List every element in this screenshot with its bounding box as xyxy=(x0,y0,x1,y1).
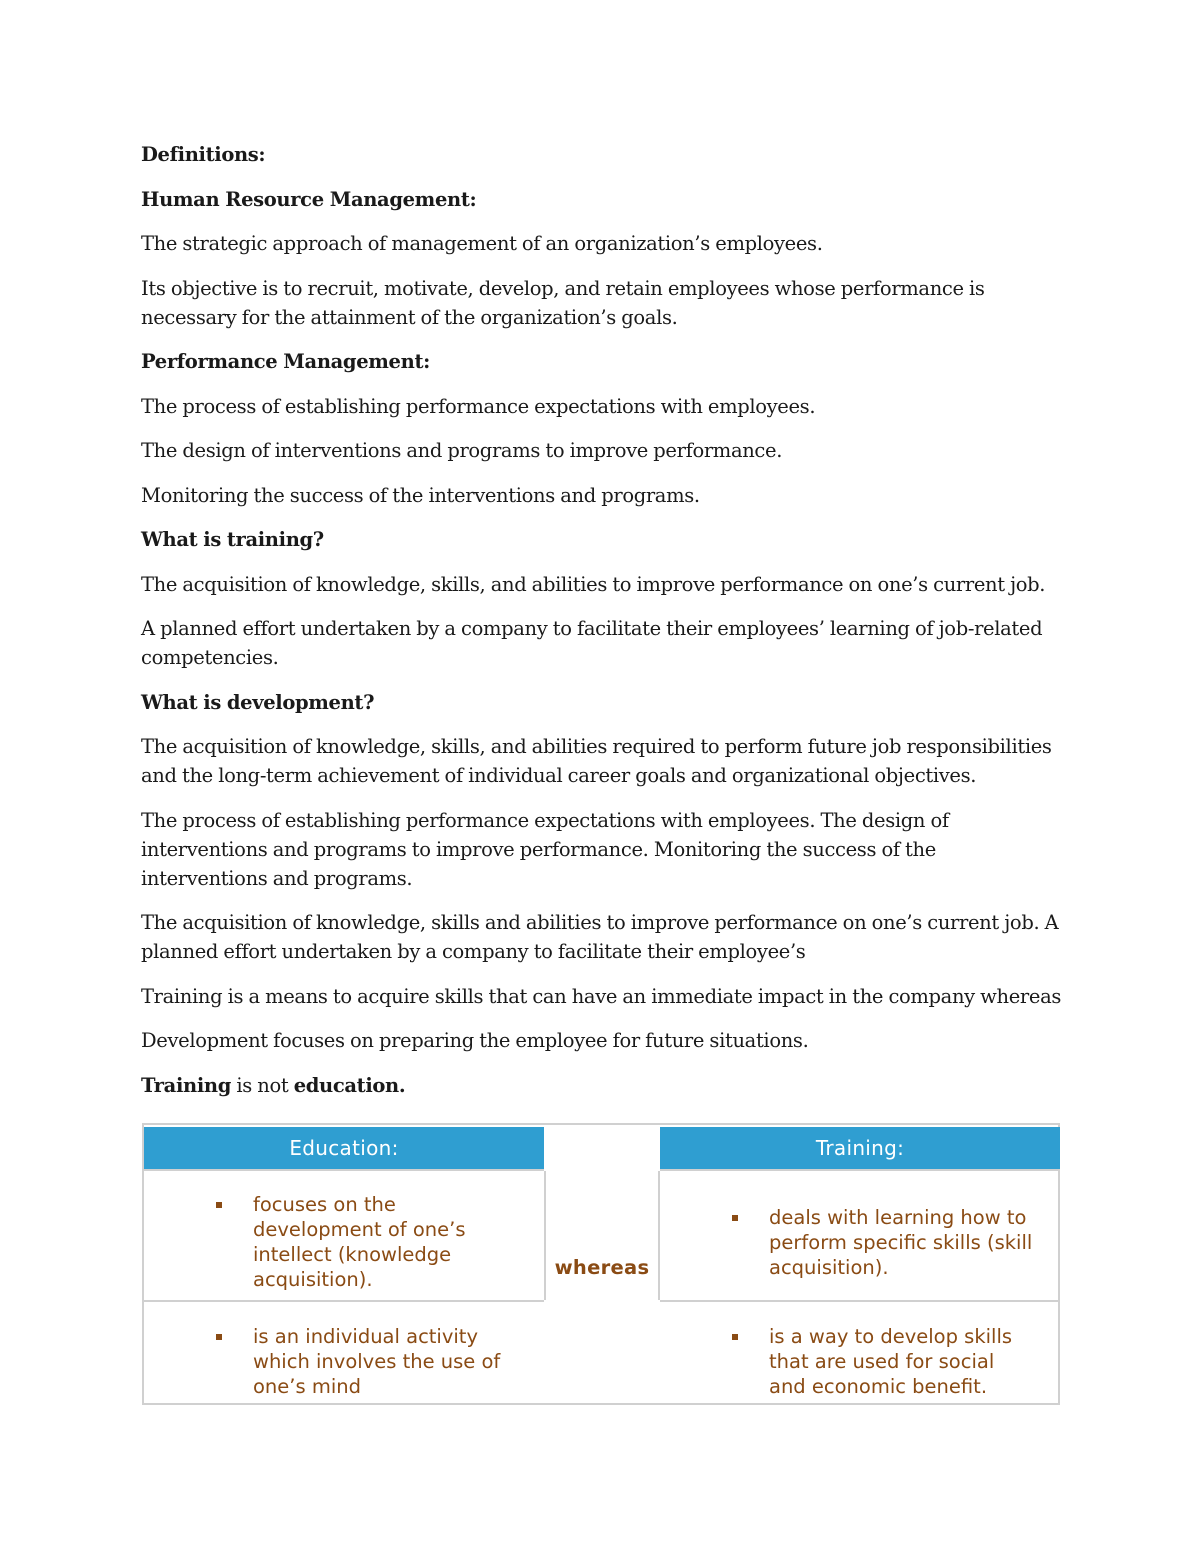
closing-word-education: education. xyxy=(293,1073,406,1097)
definitions-heading: Definitions: xyxy=(141,143,266,166)
training-paragraph-1: The acquisition of knowledge, skills, and abilities to improve performance on one’s current job. xyxy=(141,572,1046,596)
left-row-divider xyxy=(144,1300,544,1302)
pm-heading: Performance Management: xyxy=(141,350,430,373)
pm-paragraph-1: The process of establishing performance expectations with employees. xyxy=(141,394,816,418)
development-paragraph-5: Development focuses on preparing the employee for future situations. xyxy=(141,1029,809,1052)
pm-paragraph-3: Monitoring the success of the interventions and programs. xyxy=(141,483,700,507)
training-cell-2 xyxy=(732,1324,1032,1399)
square-bullet-icon xyxy=(216,1202,222,1208)
training-paragraph-2: A planned effort undertaken by a company to facilitate their employees’ learning of job-related competencies. xyxy=(141,617,1043,669)
development-paragraph-1: The acquisition of knowledge, skills, and abilities required to perform future job responsibilities and the long-term achievement of individual career goals and organizational objectives. xyxy=(141,735,1052,787)
document-body xyxy=(141,140,1061,1115)
list-item xyxy=(216,1324,516,1399)
square-bullet-icon xyxy=(732,1334,738,1340)
development-heading: What is development? xyxy=(141,690,375,714)
right-row-divider xyxy=(660,1300,1060,1302)
training-item-1: deals with learning how to perform specific skills (skill acquisition). xyxy=(769,1206,1033,1279)
square-bullet-icon xyxy=(216,1334,222,1340)
hrm-paragraph-1: The strategic approach of management of an organization’s employees. xyxy=(141,232,823,255)
development-paragraph-2: The process of establishing performance expectations with employees. The design of interventions and programs to improve performance. Monitoring the success of the interventions and programs. xyxy=(141,808,949,890)
square-bullet-icon xyxy=(732,1215,738,1221)
list-item xyxy=(732,1324,1032,1399)
development-paragraph-3: The acquisition of knowledge, skills and abilities to improve performance on one’s current job. A planned effort undertaken by a company to facilitate their employee’s xyxy=(141,911,1059,963)
right-middle-divider-top xyxy=(658,1171,660,1300)
closing-line xyxy=(141,1071,1061,1100)
education-cell-1 xyxy=(216,1192,516,1292)
education-item-2: is an individual activity which involves the use of one’s mind xyxy=(253,1325,501,1398)
training-header: Training: xyxy=(660,1127,1060,1169)
list-item xyxy=(732,1205,1052,1280)
training-heading: What is training? xyxy=(141,528,324,551)
hrm-paragraph-2: Its objective is to recruit, motivate, develop, and retain employees whose performance is necessary for the attainment of the organization’s goals. xyxy=(141,276,985,329)
education-list-1 xyxy=(216,1192,516,1292)
header-gap xyxy=(544,1125,660,1171)
hrm-heading: Human Resource Management: xyxy=(141,187,477,211)
development-paragraph-4: Training is a means to acquire skills that can have an immediate impact in the company whereas xyxy=(141,984,1062,1008)
training-item-2: is a way to develop skills that are used for social and economic benefit. xyxy=(769,1325,1013,1398)
education-cell-2 xyxy=(216,1324,516,1399)
training-list-2 xyxy=(732,1324,1032,1399)
training-cell-1 xyxy=(732,1205,1052,1280)
closing-word-training: Training xyxy=(141,1073,232,1097)
training-list-1 xyxy=(732,1205,1052,1280)
education-header: Education: xyxy=(144,1127,544,1169)
list-item xyxy=(216,1192,516,1292)
closing-middle: is not xyxy=(231,1073,294,1097)
left-middle-divider-top xyxy=(544,1171,546,1300)
whereas-connector: whereas xyxy=(554,1256,650,1279)
left-header-divider xyxy=(144,1169,544,1171)
comparison-table xyxy=(142,1123,1060,1405)
pm-paragraph-2: The design of interventions and programs to improve performance. xyxy=(141,439,783,462)
education-item-1: focuses on the development of one’s intellect (knowledge acquisition). xyxy=(253,1193,466,1291)
right-header-divider xyxy=(660,1169,1060,1171)
education-list-2 xyxy=(216,1324,516,1399)
